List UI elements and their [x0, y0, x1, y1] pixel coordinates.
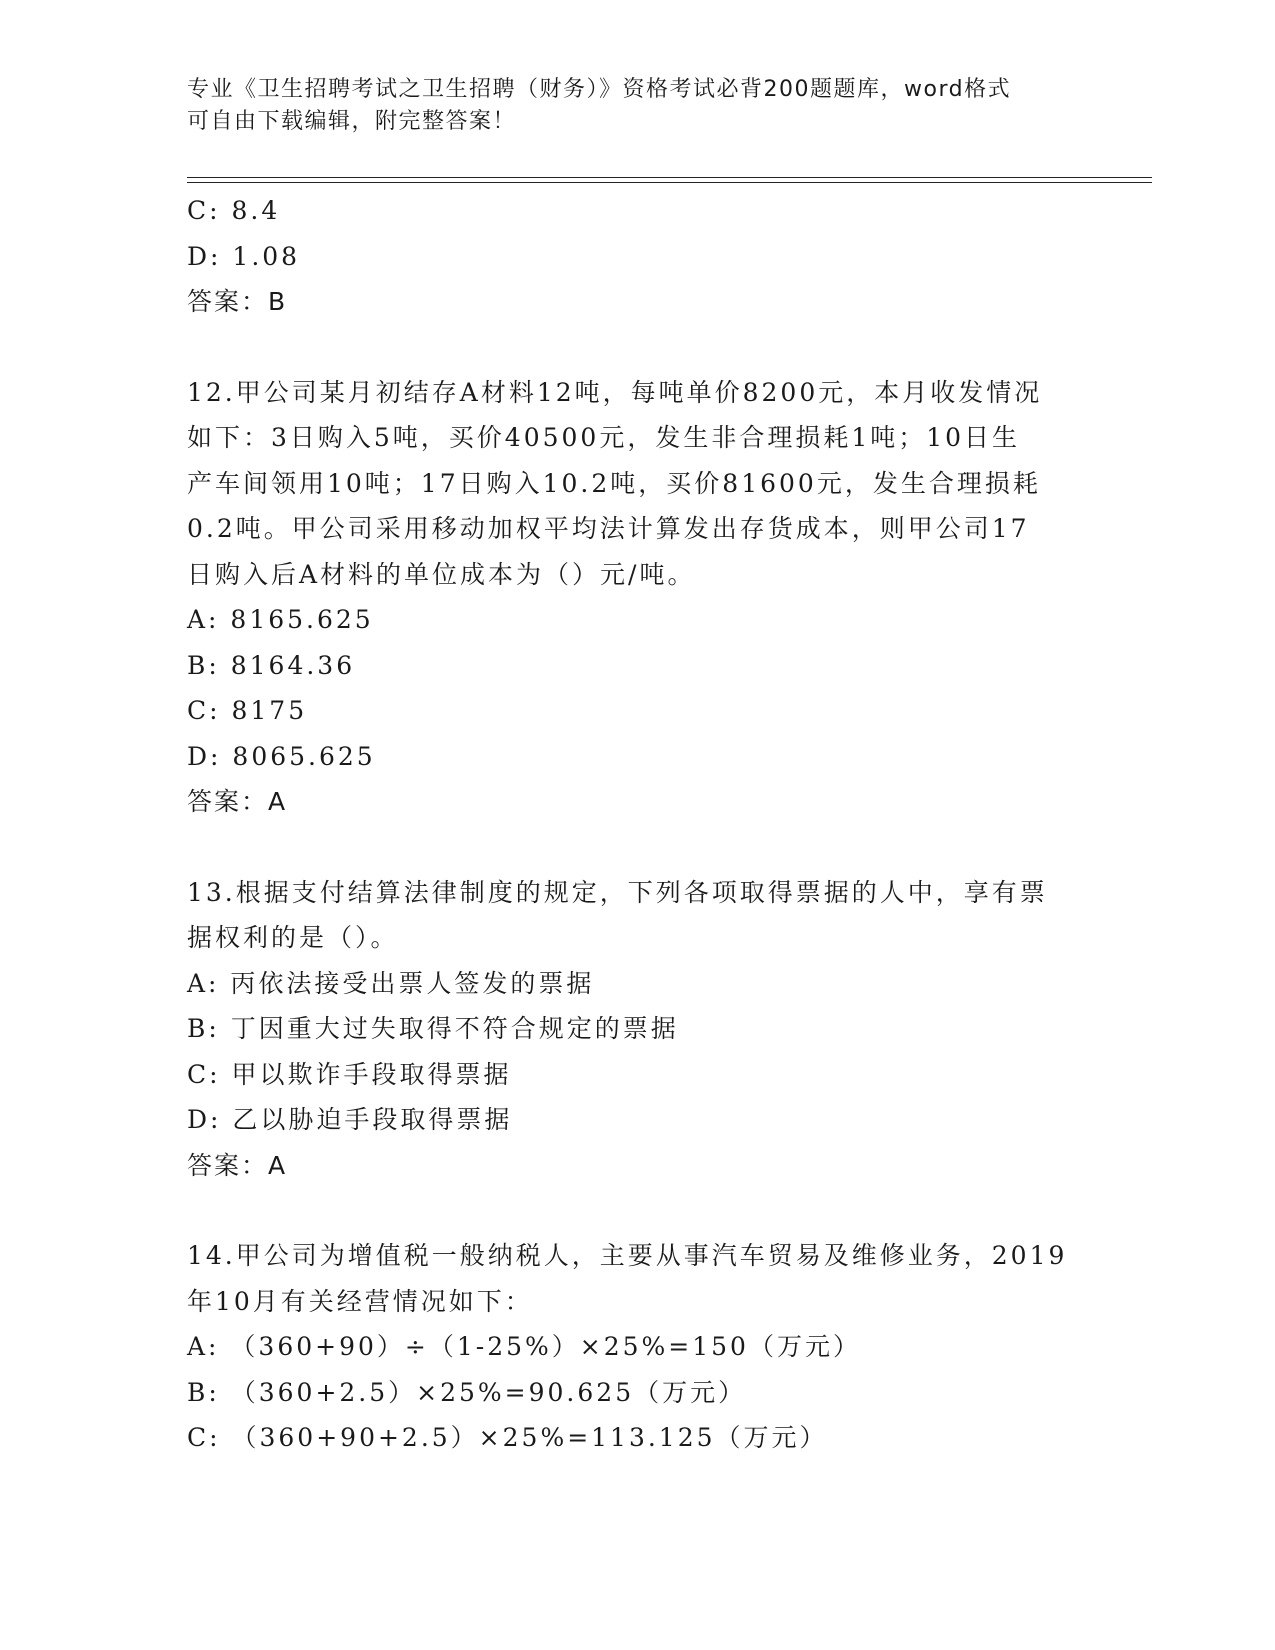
option-d: D: 乙以胁迫手段取得票据 — [187, 1105, 513, 1134]
option-a: A: 丙依法接受出票人签发的票据 — [187, 968, 595, 998]
option-d: D: 1.08 — [187, 241, 301, 271]
header-rule-top — [187, 177, 1152, 178]
question-12 — [187, 370, 1087, 825]
document-header — [187, 74, 1087, 138]
option-b: B: （360+2.5）×25%=90.625（万元） — [187, 1377, 747, 1407]
option-c: C: 甲以欺诈手段取得票据 — [187, 1059, 512, 1089]
question-14 — [187, 1233, 1087, 1461]
header-title-line-2: 可自由下载编辑，附完整答案！ — [187, 109, 517, 134]
spacer — [187, 325, 1087, 370]
document-body — [187, 188, 1087, 1461]
option-a: A: 8165.625 — [187, 605, 374, 634]
question-text-line: 0.2吨。甲公司采用移动加权平均法计算发出存货成本，则甲公司17 — [187, 514, 1030, 543]
answer-line: 答案：B — [187, 287, 288, 316]
option-a: A: （360+90）÷（1-25%）×25%=150（万元） — [187, 1332, 861, 1361]
option-c: C: （360+90+2.5）×25%=113.125（万元） — [187, 1423, 828, 1452]
question-13 — [187, 870, 1087, 1189]
question-text-line: 日购入后A材料的单位成本为（）元/吨。 — [187, 559, 696, 589]
question-text-line: 12.甲公司某月初结存A材料12吨，每吨单价8200元，本月收发情况 — [187, 377, 1043, 407]
question-text-line: 14.甲公司为增值税一般纳税人，主要从事汽车贸易及维修业务，2019 — [187, 1241, 1068, 1270]
spacer — [187, 1188, 1087, 1233]
answer-line: 答案：A — [187, 1150, 288, 1180]
header-title-line-1: 专业《卫生招聘考试之卫生招聘（财务）》资格考试必背200题题库，word格式 — [187, 77, 1012, 102]
option-c: C: 8175 — [187, 696, 308, 725]
option-b: B: 8164.36 — [187, 650, 356, 680]
question-text-line: 据权利的是（）。 — [187, 923, 399, 952]
previous-question-tail — [187, 188, 1087, 325]
answer-line: 答案：A — [187, 787, 288, 816]
header-rule-bottom — [187, 182, 1152, 183]
spacer — [187, 825, 1087, 870]
option-b: B: 丁因重大过失取得不符合规定的票据 — [187, 1014, 679, 1043]
question-text-line: 13.根据支付结算法律制度的规定，下列各项取得票据的人中，享有票 — [187, 877, 1048, 907]
option-c: C: 8.4 — [187, 196, 281, 225]
question-text-line: 年10月有关经营情况如下： — [187, 1286, 533, 1316]
option-d: D: 8065.625 — [187, 741, 376, 771]
question-text-line: 产车间领用10吨；17日购入10.2吨，买价81600元，发生合理损耗 — [187, 468, 1041, 498]
question-text-line: 如下：3日购入5吨，买价40500元，发生非合理损耗1吨；10日生 — [187, 423, 1021, 452]
